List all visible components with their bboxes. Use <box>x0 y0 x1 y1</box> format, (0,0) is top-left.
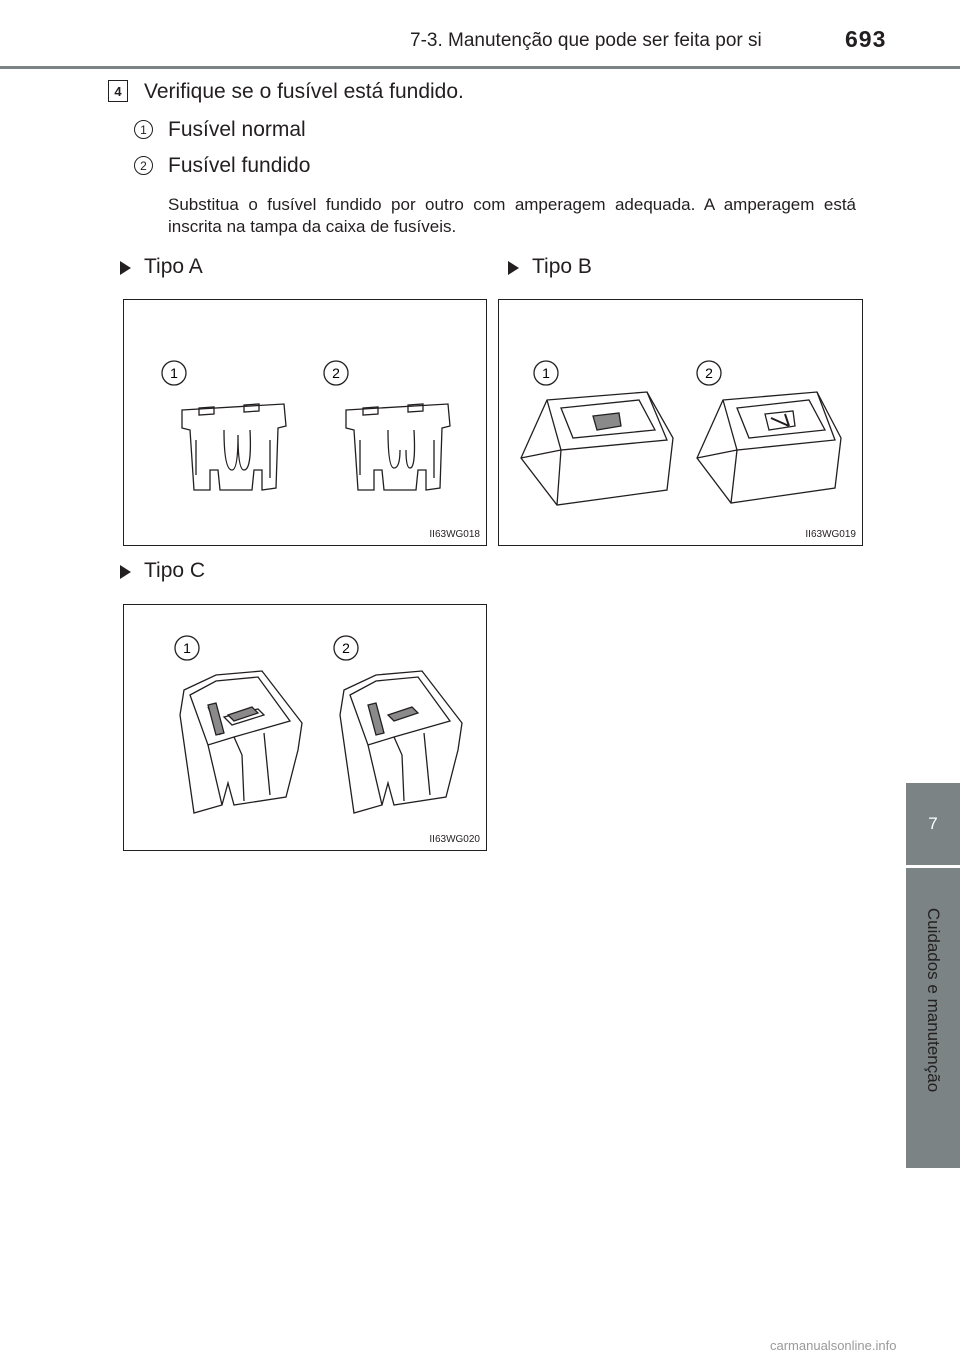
figure-type-b <box>498 299 863 546</box>
fuse-type-b-illustration <box>499 300 862 545</box>
bullet-arrow-icon <box>120 565 131 579</box>
fuse-type-a-illustration <box>124 300 486 545</box>
figure-type-a <box>123 299 487 546</box>
type-a-label: Tipo A <box>144 255 203 278</box>
watermark-text: carmanualsonline.info <box>770 1338 897 1353</box>
callout-1: 1 <box>170 365 178 381</box>
figure-code: II63WG020 <box>429 834 480 845</box>
chapter-tab-number: 7 <box>906 783 960 865</box>
item-blown-fuse: Fusível fundido <box>168 154 311 177</box>
figure-code: II63WG018 <box>429 529 480 540</box>
replacement-note: Substitua o fusível fundido por outro com amperagem adequada. A amperagem está inscrita na tampa da caixa de fusíveis. <box>168 195 856 236</box>
callout-1: 1 <box>183 640 191 656</box>
bullet-arrow-icon <box>508 261 519 275</box>
item-normal-fuse: Fusível normal <box>168 118 306 141</box>
callout-2: 2 <box>342 640 350 656</box>
step-instruction: Verifique se o fusível está fundido. <box>144 80 464 103</box>
figure-type-c <box>123 604 487 851</box>
step-number-badge: 4 <box>108 80 128 102</box>
type-b-label: Tipo B <box>532 255 592 278</box>
type-c-label: Tipo C <box>144 559 206 582</box>
callout-1: 1 <box>542 365 550 381</box>
figure-code: II63WG019 <box>805 529 856 540</box>
callout-2: 2 <box>705 365 713 381</box>
section-title: 7-3. Manutenção que pode ser feita por si <box>410 30 762 51</box>
item-number-badge: 1 <box>134 120 153 139</box>
header-divider <box>0 66 960 69</box>
fuse-type-c-illustration <box>124 605 486 850</box>
bullet-arrow-icon <box>120 261 131 275</box>
item-number-badge: 2 <box>134 156 153 175</box>
callout-2: 2 <box>332 365 340 381</box>
chapter-tab-title: Cuidados e manutenção <box>924 907 943 1093</box>
page-number: 693 <box>845 26 887 52</box>
